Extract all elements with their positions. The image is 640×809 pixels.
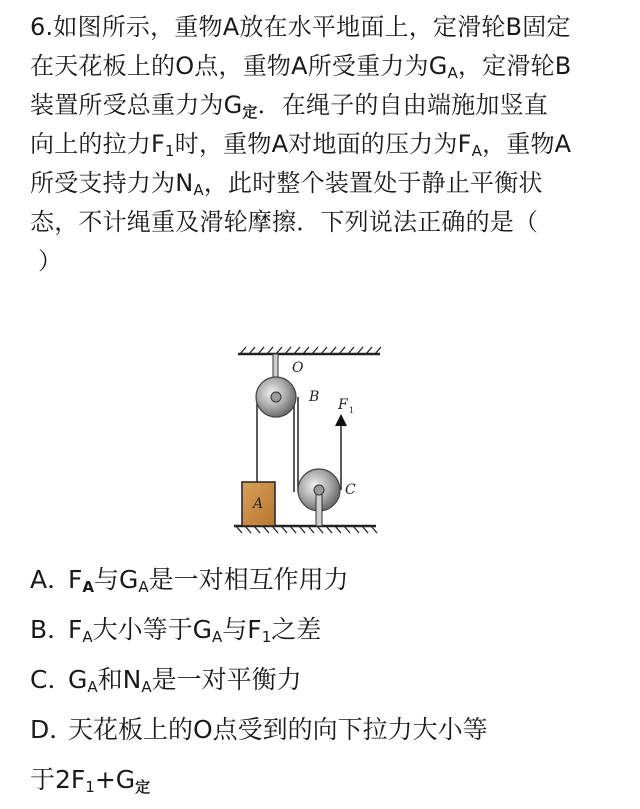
option-b[interactable] (30, 605, 620, 655)
subscript: A (82, 578, 94, 596)
option-text: 与F (222, 615, 262, 644)
option-letter: C． (30, 665, 73, 694)
question-line-2 (30, 47, 620, 86)
option-d[interactable] (30, 705, 620, 805)
option-text: 是一对相互作用力 (148, 565, 349, 594)
option-text: 与G (94, 565, 139, 594)
label-a: A (253, 496, 264, 512)
label-f: F (338, 397, 348, 413)
question-text: ．在绳子的自由端施加竖直 (257, 91, 549, 119)
subscript: 1 (85, 778, 95, 796)
label-b: B (309, 389, 320, 405)
option-text: 天花板上的O点受到的向下拉力大小等 (68, 715, 488, 744)
question-line-5 (30, 164, 620, 203)
option-text: 之差 (271, 615, 322, 644)
option-text: 大小等于G (92, 615, 213, 644)
question-line-3 (30, 86, 620, 125)
subscript: A (87, 678, 98, 696)
answer-options (30, 555, 620, 805)
subscript: 1 (261, 628, 272, 646)
question-text: ） (38, 247, 63, 275)
pulley-diagram (230, 342, 390, 542)
option-text: 和N (97, 665, 142, 694)
pulley-diagram-svg (230, 342, 390, 542)
question-text: 向上的拉力F (30, 130, 166, 158)
question-text: 时，重物A对地面的压力为F (174, 130, 472, 158)
subscript: A (471, 142, 483, 160)
option-text: 于2F (30, 765, 86, 794)
subscript: 定 (242, 103, 258, 121)
question-text: 在天花板上的O点，重物A所受重力为G (30, 52, 448, 80)
option-text: +G (94, 765, 136, 794)
subscript: A (141, 678, 152, 696)
option-letter: B． (30, 615, 73, 644)
question-number: 6. (30, 13, 54, 41)
subscript: 定 (135, 778, 151, 796)
option-text: 是一对平衡力 (151, 665, 302, 694)
pulley-b (256, 377, 296, 417)
label-o: O (292, 360, 304, 376)
subscript: A (212, 628, 223, 646)
label-c: C (345, 482, 356, 498)
option-letter: D． (30, 715, 75, 744)
option-text: G (68, 665, 88, 694)
question-text: ，此时整个装置处于静止平衡状 (203, 169, 543, 197)
option-d-line-2 (30, 755, 620, 805)
option-text: F (68, 565, 83, 594)
subscript: A (193, 181, 204, 199)
question-line-1-text: 如图所示，重物A放在水平地面上，定滑轮B固定 (53, 13, 571, 41)
question-line-1 (30, 8, 620, 47)
ceiling (238, 347, 381, 354)
question-text: 装置所受总重力为G (30, 91, 243, 119)
option-c[interactable] (30, 655, 620, 705)
question-text: ，重物A (482, 130, 572, 158)
option-letter: A． (30, 565, 73, 594)
subscript: 1 (165, 142, 175, 160)
arrow-f1 (335, 414, 347, 426)
question-text: ，定滑轮B (457, 52, 572, 80)
floor (234, 526, 377, 533)
question-line-6: 态，不计绳重及滑轮摩擦．下列说法正确的是（ (30, 208, 539, 236)
label-f-sub: 1 (349, 406, 355, 415)
question-stem (30, 8, 620, 281)
subscript: A (138, 578, 149, 596)
option-a[interactable] (30, 555, 620, 605)
pulley-c (298, 469, 340, 526)
subscript: A (447, 64, 458, 82)
subscript: A (82, 628, 93, 646)
question-line-4 (30, 125, 620, 164)
question-line-7 (30, 242, 620, 281)
option-text: F (68, 615, 83, 644)
question-text: 所受支持力为N (30, 169, 194, 197)
